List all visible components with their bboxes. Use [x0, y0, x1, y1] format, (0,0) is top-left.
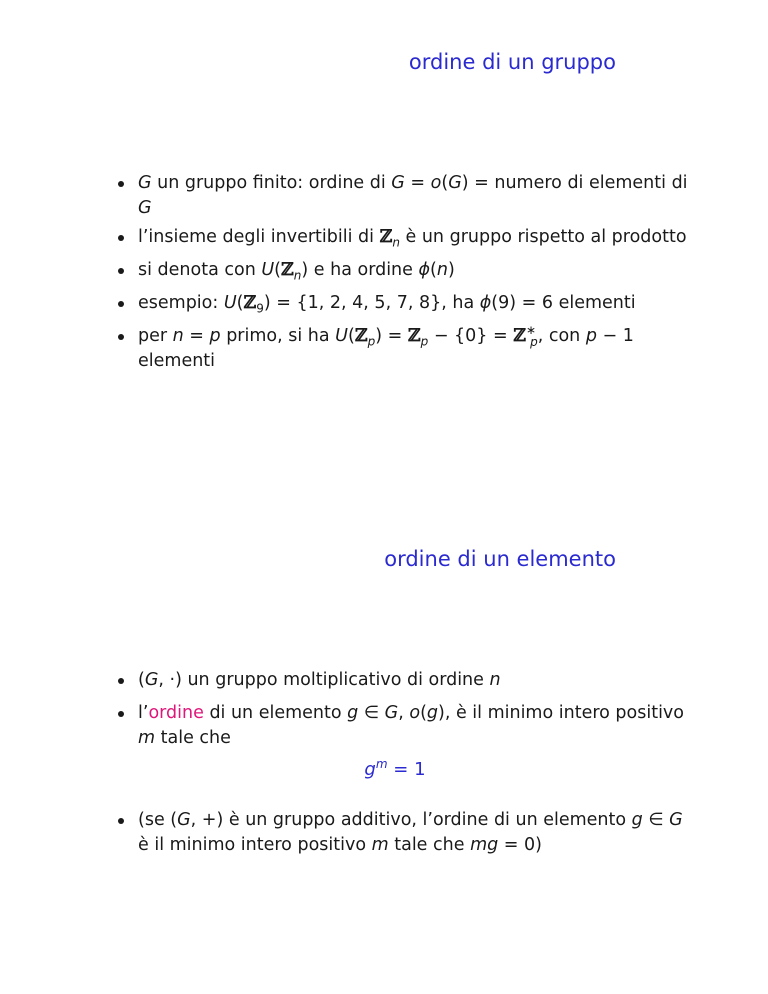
slide-ordine-elemento [0, 497, 768, 994]
slide-title: ordine di un gruppo [408, 50, 616, 74]
list-item: si denota con U(ℤ$_n$) e ha ordine ϕ(n) [112, 258, 692, 283]
slide-ordine-gruppo [0, 0, 768, 480]
bullet-list [112, 668, 692, 866]
slide-title: ordine di un elemento [384, 547, 616, 571]
list-item: G un gruppo finito: ordine di G = o(G) = numero di elementi di G [112, 171, 692, 221]
formula-display: $g^m = 1$ [364, 757, 426, 780]
highlight-ordine: ordine [148, 703, 204, 723]
list-item: (G, ·) un gruppo moltiplicativo di ordine n [112, 668, 692, 693]
list-item: l’ordine di un elemento g ∈ G, o(g), è il minimo intero positivo m tale che $g^m = 1$ [112, 701, 692, 782]
bullet-list [112, 171, 692, 382]
list-item: (se (G, +) è un gruppo additivo, l’ordine di un elemento g ∈ G è il minimo intero positivo m tale che mg = 0) [112, 808, 692, 858]
list-item: per n = p primo, si ha U(ℤ$_p$) = ℤ$_p$ − {0} = ℤ∗$_p$, con p − 1 elementi [112, 324, 692, 374]
list-item: l’insieme degli invertibili di ℤ$_n$ è un gruppo rispetto al prodotto [112, 225, 692, 250]
list-item: esempio: U(ℤ$_9$) = {1, 2, 4, 5, 7, 8}, ha ϕ(9) = 6 elementi [112, 291, 692, 316]
